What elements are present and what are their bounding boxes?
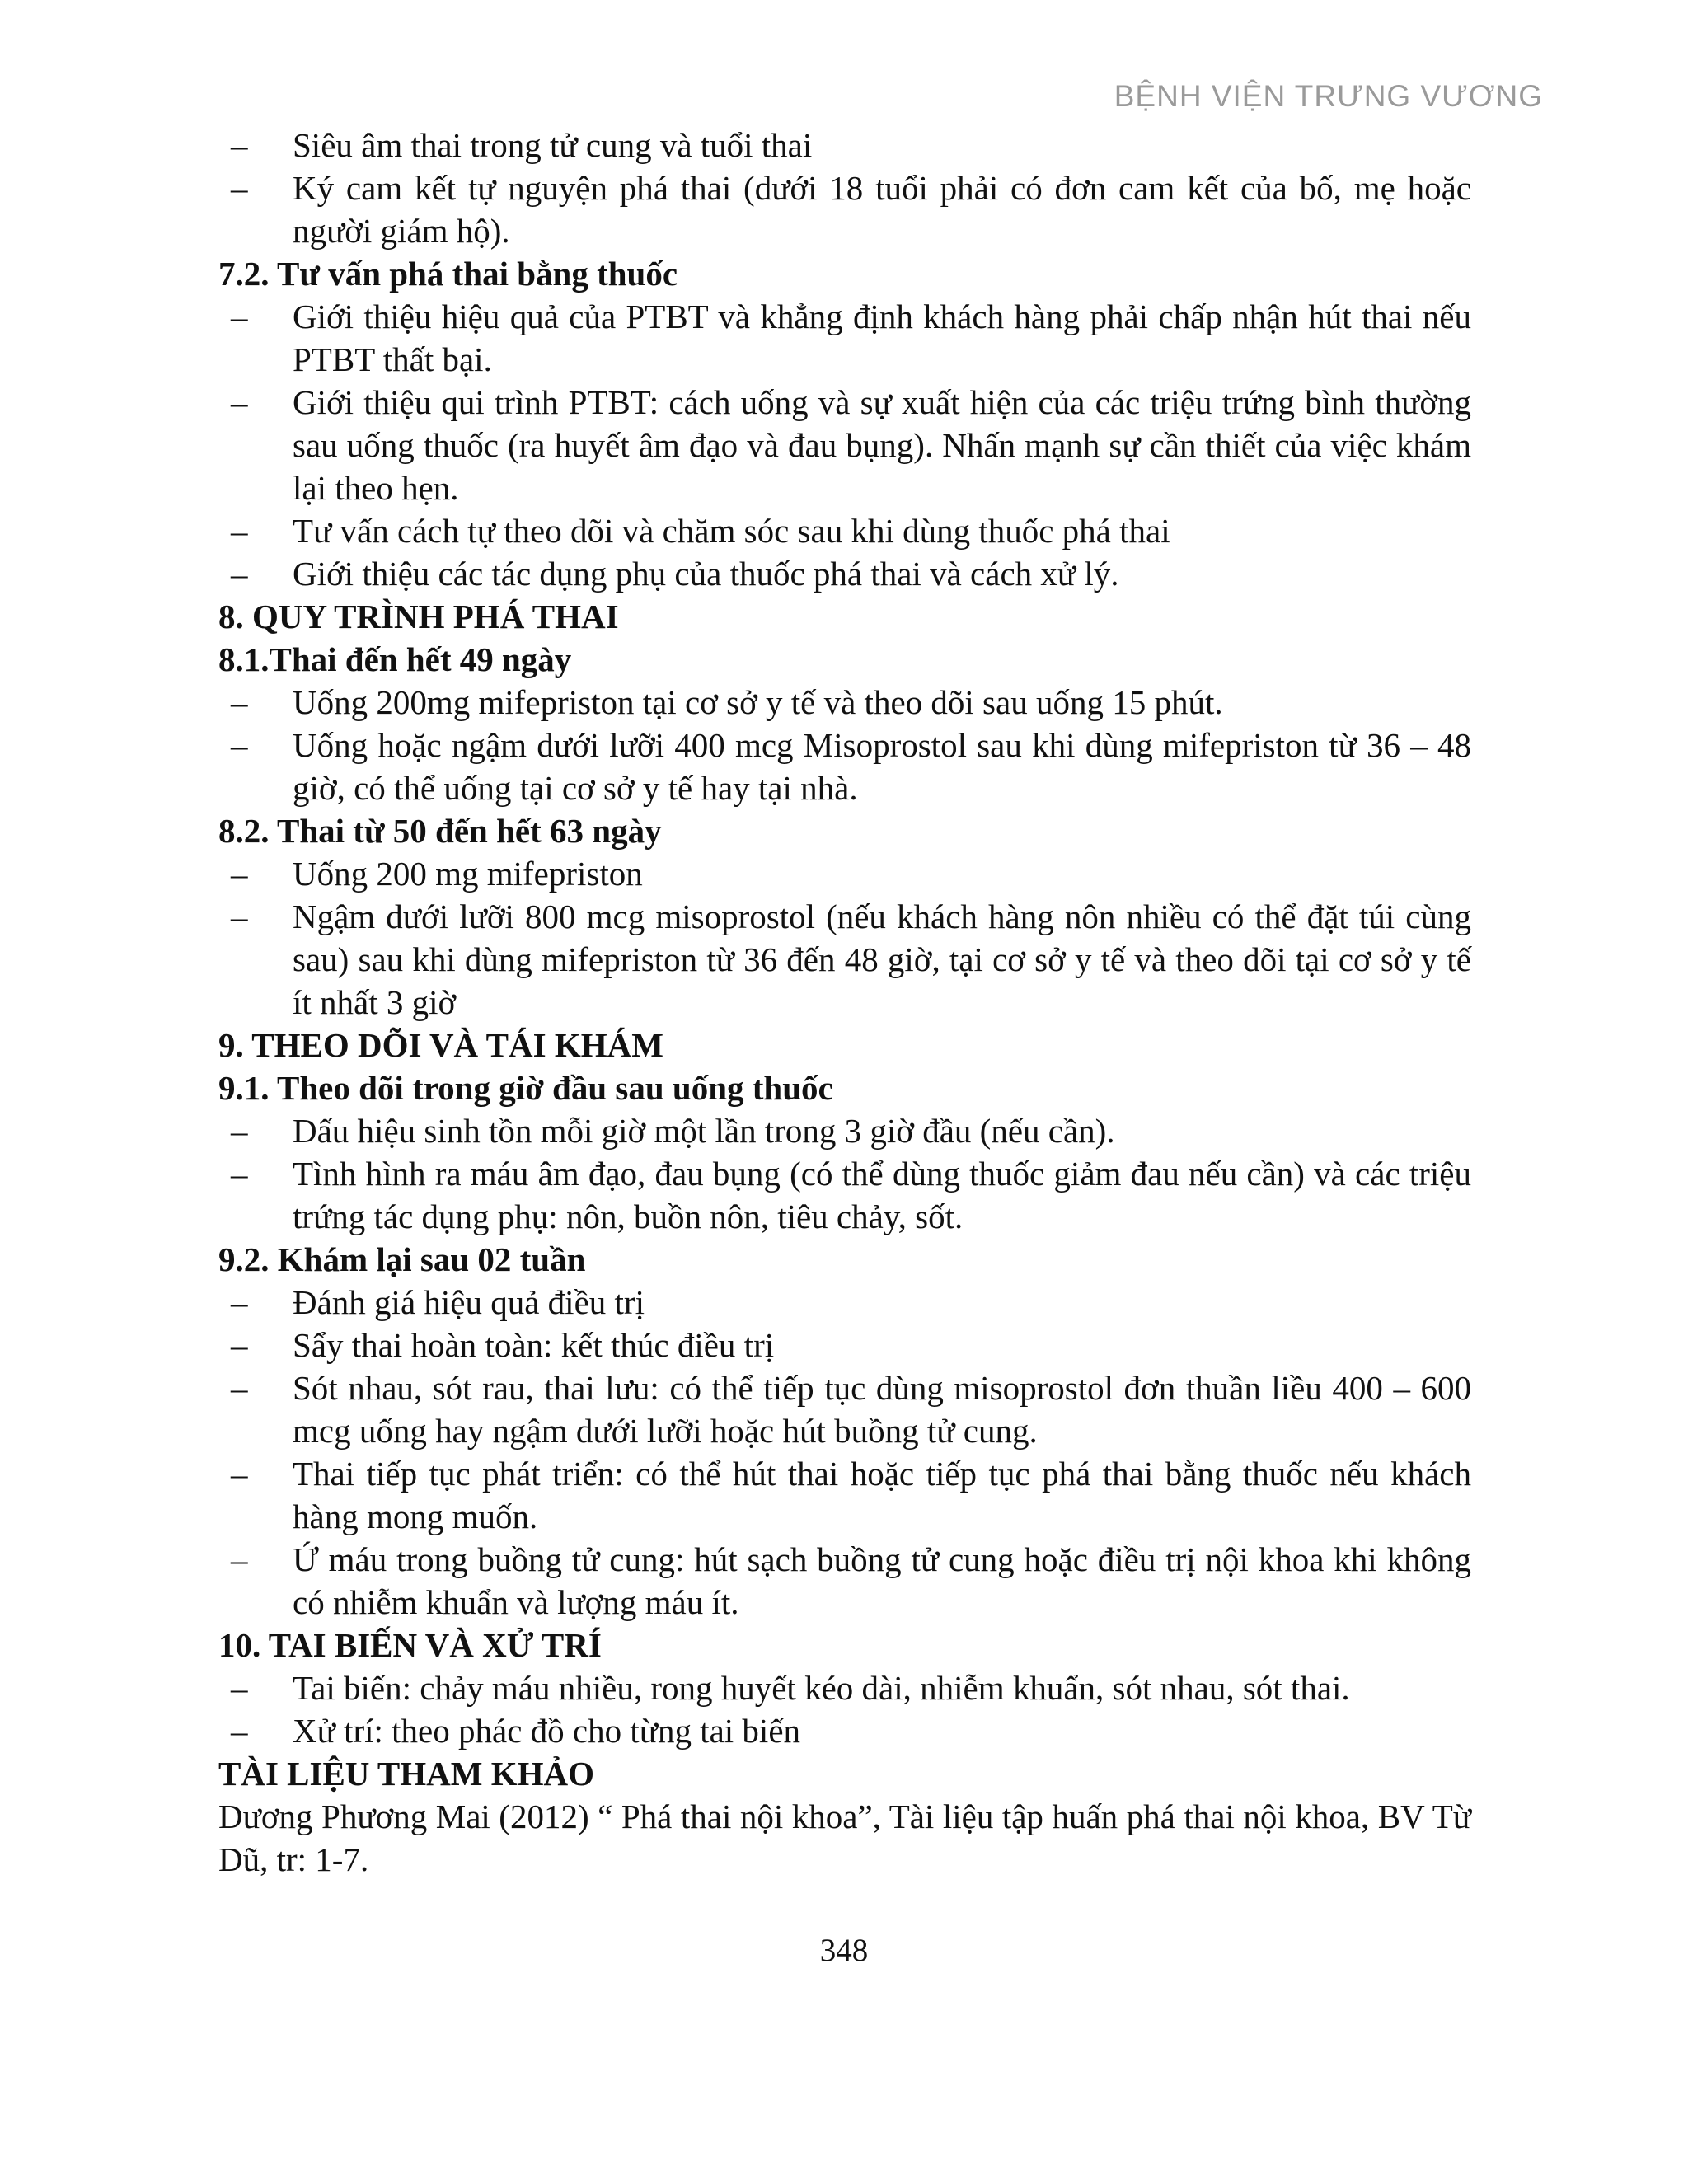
list-item [218, 1709, 1471, 1752]
section-heading: 8. QUY TRÌNH PHÁ THAI [218, 598, 619, 635]
dash-bullet: – [231, 555, 248, 593]
list-item-text: Ký cam kết tự nguyện phá thai (dưới 18 tuổi phải có đơn cam kết của bố, mẹ hoặc người giám hộ). [293, 169, 1471, 250]
section-heading: 8.1.Thai đến hết 49 ngày [218, 640, 572, 678]
dash-bullet: – [231, 383, 248, 421]
dash-bullet: – [231, 298, 248, 335]
list-item-text: Thai tiếp tục phát triển: có thể hút thai hoặc tiếp tục phá thai bằng thuốc nếu khách hàng mong muốn. [293, 1455, 1471, 1535]
dash-bullet: – [231, 1326, 248, 1364]
dash-bullet: – [231, 1112, 248, 1150]
list-item-text: Đánh giá hiệu quả điều trị [293, 1283, 645, 1321]
list-item-text: Uống hoặc ngậm dưới lưỡi 400 mcg Misoprostol sau khi dùng mifepriston từ 36 – 48 giờ, có thể uống tại cơ sở y tế hay tại nhà. [293, 726, 1471, 807]
list-item-text: Ngậm dưới lưỡi 800 mcg misoprostol (nếu khách hàng nôn nhiều có thể đặt túi cùng sau) sau khi dùng mifepriston từ 36 đến 48 giờ, tại cơ sở y tế và theo dõi tại cơ sở y tế ít nhất 3 giờ [293, 898, 1471, 1021]
hospital-header: BỆNH VIỆN TRƯNG VƯƠNG [1114, 79, 1543, 113]
list-item-text: Giới thiệu hiệu quả của PTBT và khẳng định khách hàng phải chấp nhận hút thai nếu PTBT thất bại. [293, 298, 1471, 378]
list-item [218, 1666, 1471, 1709]
list-item [218, 1366, 1471, 1452]
list-item-text: Giới thiệu các tác dụng phụ của thuốc phá thai và cách xử lý. [293, 555, 1119, 593]
dash-bullet: – [231, 1455, 248, 1493]
section-heading: 9. THEO DÕI VÀ TÁI KHÁM [218, 1026, 663, 1064]
list-item-text: Tư vấn cách tự theo dõi và chăm sóc sau khi dùng thuốc phá thai [293, 512, 1170, 550]
list-item [218, 895, 1471, 1024]
dash-bullet: – [231, 1369, 248, 1407]
dash-bullet: – [231, 1155, 248, 1193]
dash-bullet: – [231, 512, 248, 550]
list-item-text: Sót nhau, sót rau, thai lưu: có thể tiếp tục dùng misoprostol đơn thuần liều 400 – 600 mcg uống hay ngậm dưới lưỡi hoặc hút buồng tử cung. [293, 1369, 1471, 1450]
section-heading: 9.2. Khám lại sau 02 tuần [218, 1240, 586, 1278]
list-item [218, 1324, 1471, 1366]
dash-bullet: – [231, 1669, 248, 1707]
dash-bullet: – [231, 898, 248, 935]
section-heading: 7.2. Tư vấn phá thai bằng thuốc [218, 255, 678, 293]
section-heading: 8.2. Thai từ 50 đến hết 63 ngày [218, 812, 662, 850]
page-number: 348 [819, 1933, 869, 1968]
list-item [218, 381, 1471, 509]
list-item [218, 552, 1471, 595]
list-item-text: Siêu âm thai trong tử cung và tuổi thai [293, 126, 813, 164]
list-item-text: Tai biến: chảy máu nhiều, rong huyết kéo dài, nhiễm khuẩn, sót nhau, sót thai. [293, 1669, 1350, 1707]
list-item-text: Sẩy thai hoàn toàn: kết thúc điều trị [293, 1326, 775, 1364]
section-heading: TÀI LIỆU THAM KHẢO [218, 1755, 595, 1793]
list-item-text: Uống 200mg mifepriston tại cơ sở y tế và theo dõi sau uống 15 phút. [293, 683, 1223, 721]
list-item [218, 509, 1471, 552]
list-item [218, 1281, 1471, 1324]
reference-paragraph: Dương Phương Mai (2012) “ Phá thai nội khoa”, Tài liệu tập huấn phá thai nội khoa, BV Từ Dũ, tr: 1-7. [218, 1797, 1471, 1878]
dash-bullet: – [231, 683, 248, 721]
dash-bullet: – [231, 1540, 248, 1578]
list-item [218, 295, 1471, 381]
dash-bullet: – [231, 1283, 248, 1321]
dash-bullet: – [231, 726, 248, 764]
list-item [218, 1109, 1471, 1152]
list-item-text: Ứ máu trong buồng tử cung: hút sạch buồng tử cung hoặc điều trị nội khoa khi không có nhiễm khuẩn và lượng máu ít. [293, 1540, 1471, 1621]
section-heading: 9.1. Theo dõi trong giờ đầu sau uống thuốc [218, 1069, 833, 1107]
list-item [218, 124, 1471, 166]
list-item [218, 1452, 1471, 1538]
dash-bullet: – [231, 126, 248, 164]
list-item-text: Giới thiệu qui trình PTBT: cách uống và sự xuất hiện của các triệu trứng bình thường sau uống thuốc (ra huyết âm đạo và đau bụng). Nhấn mạnh sự cần thiết của việc khám lại theo hẹn. [293, 383, 1471, 507]
section-heading: 10. TAI BIẾN VÀ XỬ TRÍ [218, 1626, 602, 1664]
dash-bullet: – [231, 855, 248, 893]
list-item [218, 852, 1471, 895]
list-item-text: Tình hình ra máu âm đạo, đau bụng (có thể dùng thuốc giảm đau nếu cần) và các triệu trứng tác dụng phụ: nôn, buồn nôn, tiêu chảy, sốt. [293, 1155, 1471, 1235]
list-item-text: Dấu hiệu sinh tồn mỗi giờ một lần trong 3 giờ đầu (nếu cần). [293, 1112, 1115, 1150]
list-item [218, 1152, 1471, 1238]
dash-bullet: – [231, 1712, 248, 1750]
list-item-text: Xử trí: theo phác đồ cho từng tai biến [293, 1712, 801, 1750]
list-item [218, 681, 1471, 724]
dash-bullet: – [231, 169, 248, 207]
list-item [218, 1538, 1471, 1624]
list-item-text: Uống 200 mg mifepriston [293, 855, 643, 893]
list-item [218, 724, 1471, 809]
document-body [218, 124, 1471, 1881]
list-item [218, 166, 1471, 252]
